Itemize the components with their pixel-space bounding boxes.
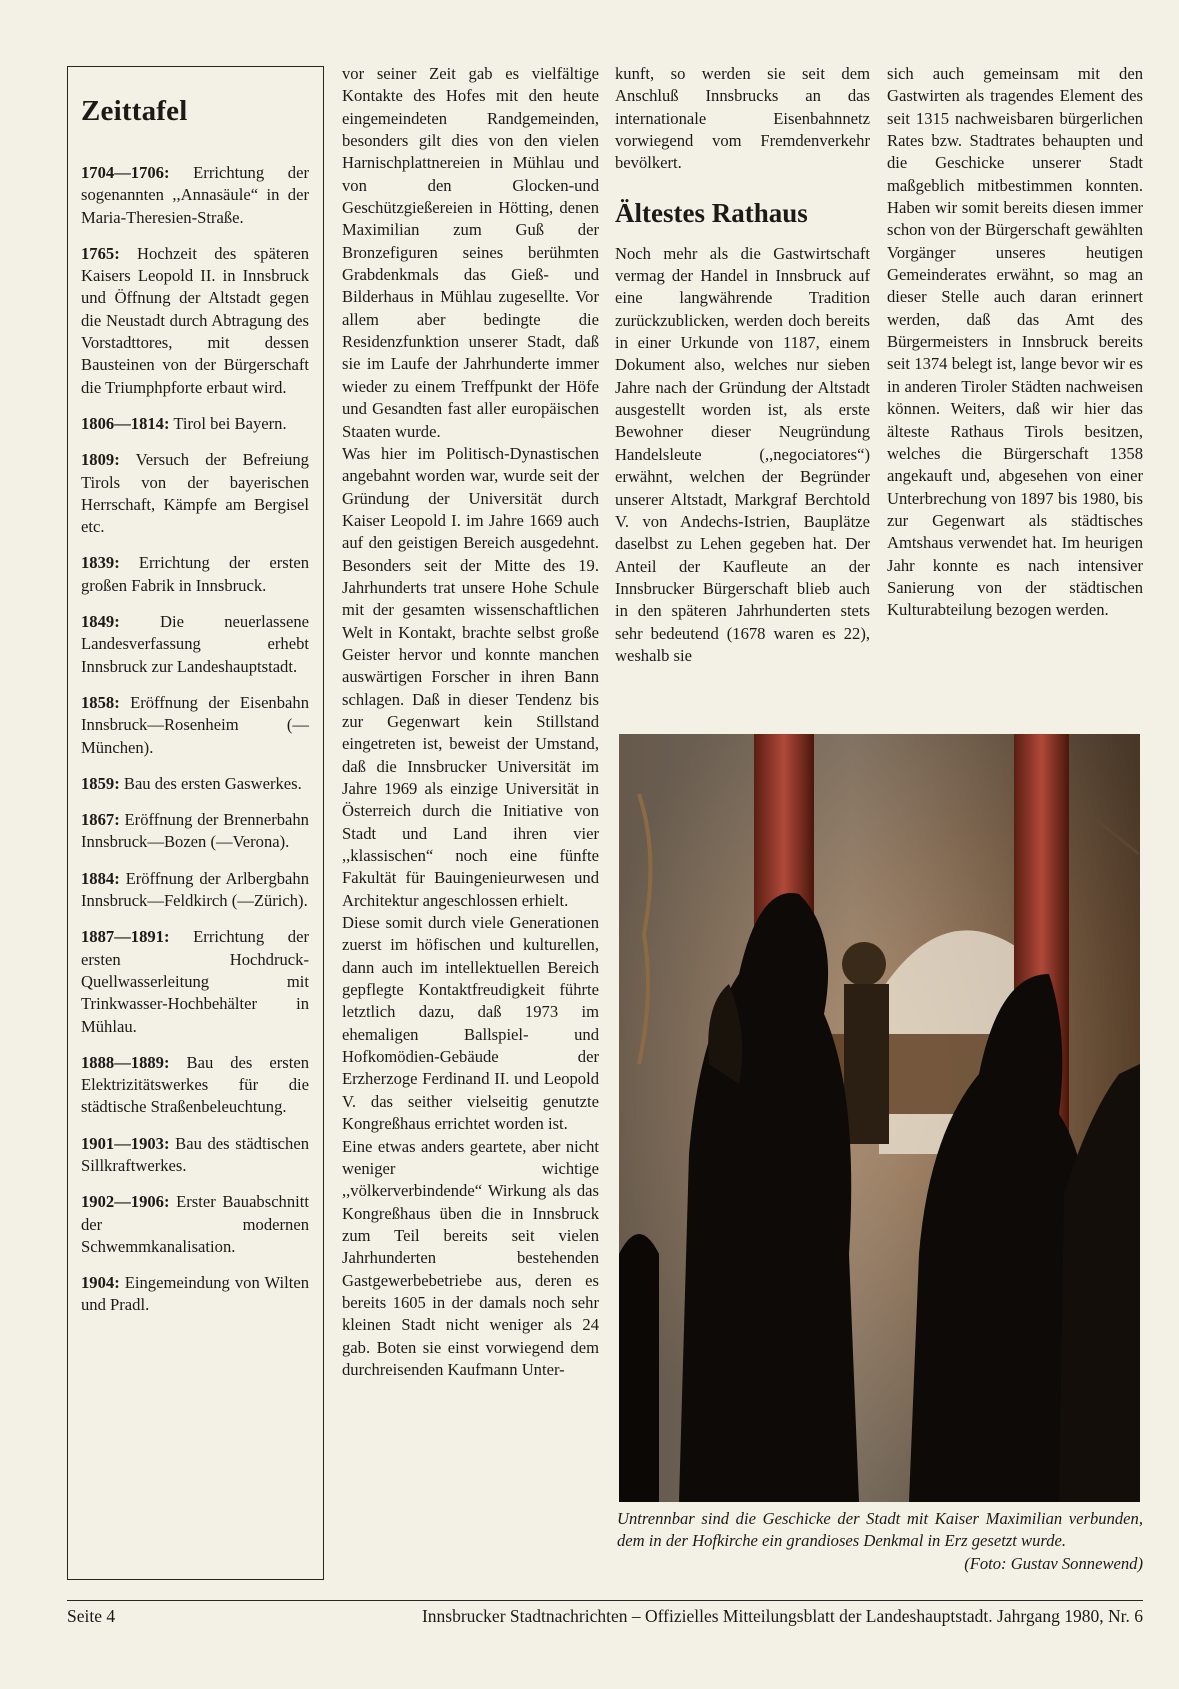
timeline-entry: 1806—1814: Tirol bei Bayern.	[81, 413, 287, 433]
timeline-entry: 1904: Eingemeindung von Wilten und Pradl.	[81, 1273, 309, 1315]
page-number: Seite 4	[67, 1606, 116, 1626]
publication-line: Innsbrucker Stadtnachrichten – Offizielles Mitteilungsblatt der Landeshauptstadt. Jahrgang 1980, Nr. 6	[421, 1606, 1143, 1626]
timeline-entry: 1888—1889: Bau des ersten Elektrizitätswerkes für die städtische Straßenbeleuchtung.	[81, 1052, 309, 1117]
timeline-entry: 1902—1906: Erster Bauabschnitt der modernen Schwemmkanalisation.	[81, 1192, 309, 1256]
article-paragraph: Eine etwas anders geartete, aber nicht weniger wichtige ,,völkerverbindende“ Wirkung als das Kongreßhaus üben die in Innsbruck zum Teil bereits seit vielen Jahrhunderten bestehenden Gastgewerbebetriebe aus, deren es bereits 1605 in der damals noch sehr kleinen Stadt nicht weniger als 24 gab. Boten sie einst vorwiegend dem durchreisenden Kaufmann Unter-	[342, 1136, 599, 1379]
timeline-entry: 1858: Eröffnung der Eisenbahn Innsbruck—Rosenheim (—München).	[81, 692, 309, 757]
article-paragraph: sich auch gemeinsam mit den Gastwirten als tragendes Element des seit 1315 nachweisbaren bürgerlichen Rates bzw. Stadtrates behaupten und die Geschicke unserer Stadt maßgeblich mitbestimmen konnten. Haben wir somit bereits diesen immer schon von der Bürgerschaft gewählten Vorgänger unseres heutigen Gemeinderates erwähnt, so mag an dieser Stelle auch daran erinnert werden, daß das Amt des Bürgermeisters in Innsbruck bereits seit 1374 belegt ist, lange bevor wir es in anderen Tiroler Städten nachweisen können. Weiters, daß wir hier das älteste Rathaus Tirols besitzen, welches die Bürgerschaft 1358 angekauft und, abgesehen von einer Unterbrechung von 1897 bis 1980, bis zur Gegenwart als städtisches Amtshaus verwendet hat. Im heurigen Jahr konnte es nach intensiver Sanierung von der städtischen Kulturabteilung bezogen werden.	[887, 64, 1143, 620]
timeline-entry: 1704—1706: Errichtung der sogenannten ,,Annasäule“ in der Maria-Theresien-Straße.	[81, 163, 309, 227]
timeline-entry: 1867: Eröffnung der Brennerbahn Innsbruck—Bozen (—Verona).	[81, 810, 309, 852]
timeline-entry: 1839: Errichtung der ersten großen Fabrik in Innsbruck.	[81, 553, 309, 595]
timeline-entry: 1884: Eröffnung der Arlbergbahn Innsbruck—Feldkirch (—Zürich).	[81, 868, 310, 911]
article-column-2	[342, 63, 599, 1381]
article-paragraph: kunft, so werden sie seit dem Anschluß Innsbrucks an das internationale Eisenbahnnetz vorwiegend vom Fremdenverkehr bevölkert.	[615, 64, 870, 173]
timeline-entry: 1765: Hochzeit des späteren Kaisers Leopold II. in Innsbruck und Öffnung der Altstadt gegen die Neustadt durch Abtragung des Vorstadttores, mit dessen Bausteinen von der Bürgerschaft die Triumphpforte erbaut wird.	[81, 243, 309, 397]
zeittafel-box	[67, 66, 324, 1580]
timeline-entry: 1859: Bau des ersten Gaswerkes.	[81, 773, 302, 793]
article-paragraph: Diese somit durch viele Generationen zuerst im höfischen und kulturellen, dann auch im intellektuellen Bereich gepflegte Kontaktfreudigkeit führte letztlich dazu, daß 1973 im ehemaligen Ballspiel- und Hofkomödien-Gebäude der Erzherzoge Ferdinand II. und Leopold V. das seither vielseitig genutzte Kongreßhaus errichtet worden ist.	[342, 913, 599, 1134]
timeline-entry: 1849: Die neuerlassene Landesverfassung erhebt Innsbruck zur Landeshauptstadt.	[81, 612, 309, 676]
article-paragraph: Was hier im Politisch-Dynastischen angebahnt worden war, wurde seit der Gründung der Universität durch Kaiser Leopold I. im Jahre 1669 auch auf den geistigen Bereich ausgedehnt. Besonders seit der Mitte des 19. Jahrhunderts trat unsere Hohe Schule mit der gesamten wissenschaftlichen Welt in Kontakt, brachte selbst große Geister hervor und konnte manchen auswärtigen Forscher in ihren Bann schlagen. Daß in dieser Tendenz bis zur Gegenwart kein Stillstand eingetreten ist, beweist der Umstand, daß die Innsbrucker Universität im Jahre 1969 als einzige Universität in Österreich durch die Initiative von Stadt und Land ihren vier ,,klassischen“ noch eine fünfte Fakultät für Bauingenieurwesen und Architektur angeschlossen erhielt.	[342, 443, 599, 910]
zeittafel-title: Zeittafel	[81, 95, 188, 127]
section-heading: Ältestes Rathaus	[615, 197, 808, 228]
photo-caption	[617, 1508, 1143, 1575]
hofkirche-photo	[619, 734, 1140, 1502]
article-paragraph: Noch mehr als die Gastwirtschaft vermag der Handel in Innsbruck auf eine langwährende Tradition zurückzublicken, werden doch bereits in einer Urkunde von 1187, einem Dokument also, welches nur sieben Jahre nach der Gründung der Altstadt ausgestellt worden ist, als erste Bewohner dieser Neugründung Handelsleute (,,negociatores“) erwähnt, welchen der Begründer unserer Altstadt, Markgraf Berchtold V. von Andechs-Istrien, Bauplätze daselbst zu Lehen gegeben hat. Der Anteil der Kaufleute an der Innsbrucker Bürgerschaft blieb auch in den späteren Jahrhunderten stets sehr bedeutend (1678 waren es 22), weshalb sie	[615, 243, 870, 665]
article-paragraph: vor seiner Zeit gab es vielfältige Kontakte des Hofes mit den heute eingemeindeten Randgemeinden, besonders gilt dies von den vielen Harnischplattnereien in Mühlau und von den Glocken-und Geschützgießereien in Hötting, denen Maximilian zum Guß der Bronzefiguren seines berühmten Grabdenkmals das Gieß- und Bilderhaus in Mühlau zugesellte. Vor allem aber bedingte die Residenzfunktion unserer Stadt, daß sie im Laufe der Jahrhunderte immer wieder zu einem Treffpunkt der Höfe und Gesandten fast aller europäischen Staaten wurde.	[342, 64, 599, 441]
article-column-4	[887, 63, 1143, 622]
photo-credit: (Foto: Gustav Sonnewend)	[964, 1553, 1143, 1573]
caption-text: Untrennbar sind die Geschicke der Stadt mit Kaiser Maximilian verbunden, dem in der Hofkirche ein grandioses Denkmal in Erz gesetzt wurde.	[617, 1509, 1143, 1551]
timeline-entry: 1809: Versuch der Befreiung Tirols von der bayerischen Herrschaft, Kämpfe am Bergisel etc.	[81, 450, 309, 537]
photo-illustration	[619, 734, 1140, 1502]
timeline-entry: 1887—1891: Errichtung der ersten Hochdruck-Quellwasserleitung mit Trinkwasser-Hochbehälter in Mühlau.	[81, 927, 309, 1036]
timeline-entry: 1901—1903: Bau des städtischen Sillkraftwerkes.	[81, 1133, 309, 1175]
footer-divider	[67, 1600, 1143, 1601]
article-column-3	[615, 63, 870, 667]
zeittafel-list	[81, 162, 309, 1317]
